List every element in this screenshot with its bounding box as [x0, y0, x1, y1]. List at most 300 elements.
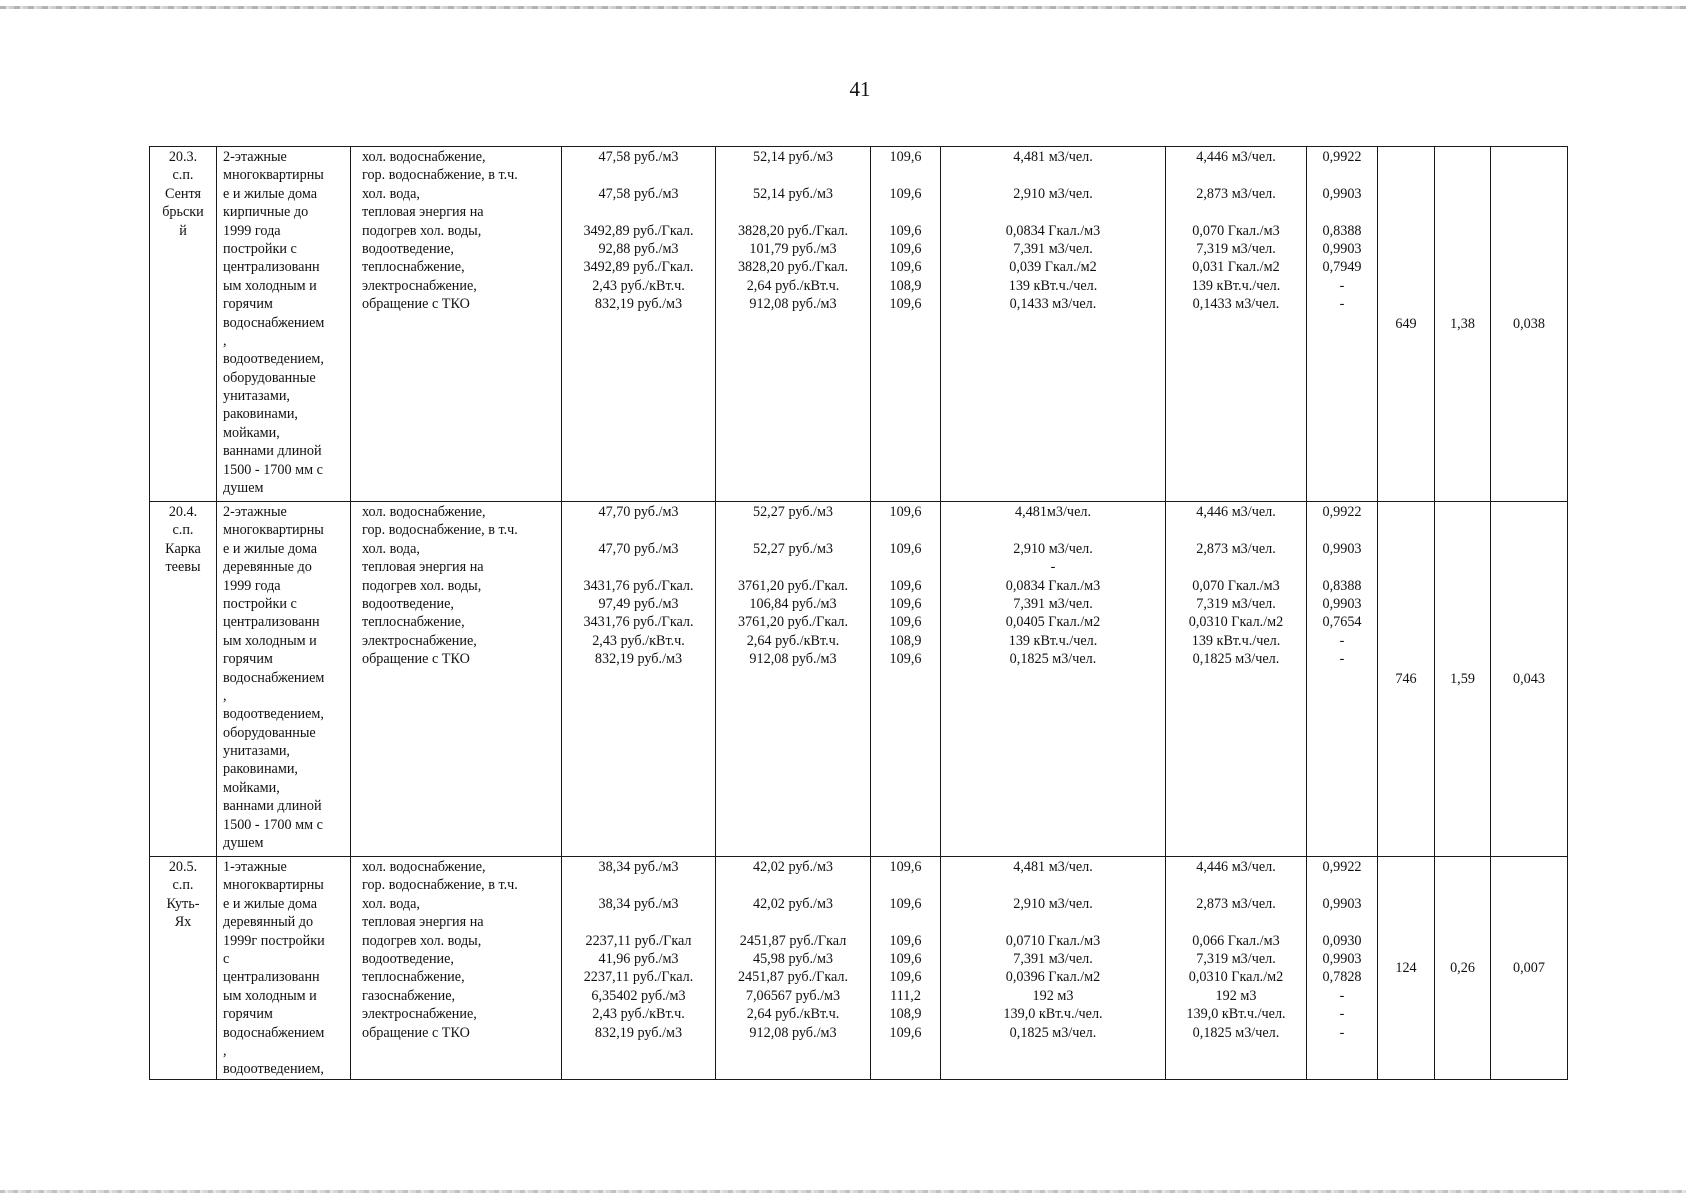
tariff-old-cell — [562, 147, 716, 502]
cell-line: 109,6 — [889, 504, 922, 520]
cell-line: 139 кВт.ч./чел. — [1191, 277, 1281, 294]
cell-line: 2-этажные — [223, 504, 287, 520]
cell-line: ым холодным и — [223, 632, 317, 649]
cell-line: 4,446 м3/чел. — [1196, 149, 1276, 165]
cell-line: раковинами, — [223, 406, 298, 423]
cell-line — [874, 913, 937, 931]
cell-line — [565, 558, 712, 576]
cell-line: водоснабжением — [223, 1024, 325, 1041]
cell-line — [565, 166, 712, 184]
cell-line: электроснабжение, — [362, 632, 477, 649]
cell-line: 4,446 м3/чел. — [1196, 504, 1276, 520]
cell-line: е и жилые дома — [223, 895, 318, 912]
cell-line: 139 кВт.ч./чел. — [1191, 632, 1281, 649]
cell-line: 0,0310 Гкал./м2 — [1188, 969, 1284, 986]
cell-line — [719, 558, 867, 576]
code-cell — [150, 502, 217, 857]
cell-line: 7,06567 руб./м3 — [745, 987, 841, 1004]
cell-line: 192 м3 — [1032, 987, 1074, 1004]
cell-line: 38,34 руб./м3 — [598, 895, 679, 912]
cell-line: - — [1339, 277, 1345, 294]
cell-line: 0,9903 — [1322, 240, 1362, 257]
services-cell — [351, 147, 562, 502]
cell-line: с.п. — [172, 877, 194, 894]
cell-line: 52,27 руб./м3 — [752, 504, 834, 520]
cell-line: 47,70 руб./м3 — [598, 504, 679, 520]
cell-line: - — [1050, 559, 1056, 576]
cell-line — [1310, 203, 1374, 221]
cell-line: обращение с ТКО — [362, 296, 470, 313]
cell-line: 0,0834 Гкал./м3 — [1005, 222, 1101, 239]
cell-line: тепловая энергия на — [362, 559, 484, 576]
cell-line: 2,64 руб./кВт.ч. — [746, 1006, 840, 1023]
table-row — [150, 147, 1568, 502]
cell-line: 6,35402 руб./м3 — [591, 987, 686, 1004]
cell-line: 109,6 — [889, 185, 922, 202]
cell-line: горячим — [223, 1006, 273, 1023]
cell-line: 47,58 руб./м3 — [598, 185, 679, 202]
cell-line: 42,02 руб./м3 — [752, 859, 834, 875]
cell-line: подогрев хол. воды, — [362, 932, 482, 949]
cell-line: 3761,20 руб./Гкал. — [737, 614, 849, 631]
cell-line: 0,070 Гкал./м3 — [1192, 222, 1280, 239]
cell-line: электроснабжение, — [362, 277, 477, 294]
cell-line: 2,64 руб./кВт.ч. — [746, 277, 840, 294]
value-c-cell: 0,043 — [1491, 502, 1568, 857]
cell-line: горячим — [223, 651, 273, 668]
cell-line: 832,19 руб./м3 — [594, 296, 683, 313]
cell-line: 0,9922 — [1322, 149, 1362, 165]
cell-line: 0,1825 м3/чел. — [1009, 651, 1097, 668]
cell-line: централизованн — [223, 969, 320, 986]
cell-line: многоквартирны — [223, 167, 324, 184]
cell-line: 109,6 — [889, 1024, 922, 1041]
cell-line: 3492,89 руб./Гкал. — [583, 222, 694, 239]
cell-line — [565, 876, 712, 894]
cell-line — [1310, 876, 1374, 894]
cell-line — [1310, 521, 1374, 539]
cell-line: 2,873 м3/чел. — [1196, 895, 1276, 912]
cell-line — [874, 166, 937, 184]
cell-line: 7,319 м3/чел. — [1196, 950, 1276, 967]
cell-line: 108,9 — [889, 1006, 922, 1023]
cell-line: хол. вода, — [362, 185, 420, 202]
cell-line: с — [223, 950, 230, 967]
cell-line: раковинами, — [223, 761, 298, 778]
cell-line: 45,98 руб./м3 — [752, 950, 834, 967]
cell-line: 0,8388 — [1322, 222, 1362, 239]
cell-line — [874, 876, 937, 894]
cell-line: - — [1339, 1006, 1345, 1023]
cell-line: 0,1433 м3/чел. — [1192, 296, 1280, 313]
cell-line: 52,14 руб./м3 — [752, 185, 834, 202]
cell-line: оборудованные — [223, 724, 316, 741]
cell-line — [944, 521, 1162, 539]
cell-line: 1999 года — [223, 222, 281, 239]
value-a-cell: 746 — [1378, 502, 1435, 857]
cell-line: 109,6 — [889, 595, 922, 612]
cell-line: обращение с ТКО — [362, 1024, 470, 1041]
cell-line: - — [1339, 987, 1345, 1004]
services-cell — [351, 857, 562, 1080]
cell-line: 108,9 — [889, 277, 922, 294]
norm-old-cell — [941, 857, 1166, 1080]
cell-line: - — [1339, 632, 1345, 649]
index-cell — [871, 502, 941, 857]
cell-line: 0,1825 м3/чел. — [1192, 1024, 1280, 1041]
cell-line: 41,96 руб./м3 — [598, 950, 679, 967]
cell-line: 109,6 — [889, 895, 922, 912]
cell-line: 2451,87 руб./Гкал — [739, 932, 847, 949]
value-b-cell: 0,26 — [1435, 857, 1491, 1080]
tariff-new-cell — [716, 502, 871, 857]
cell-line: с.п. — [172, 167, 194, 184]
cell-line: 4,481 м3/чел. — [1013, 859, 1093, 875]
cell-line: 2-этажные — [223, 149, 287, 165]
cell-line: , — [223, 332, 227, 349]
cell-line: 7,391 м3/чел. — [1013, 240, 1093, 257]
ratio-cell — [1307, 857, 1378, 1080]
cell-line: 20.4. — [168, 504, 198, 520]
cell-line: унитазами, — [223, 743, 290, 760]
cell-line: - — [1339, 1024, 1345, 1041]
cell-line — [1310, 558, 1374, 576]
cell-line — [565, 203, 712, 221]
cell-line: Ях — [174, 914, 192, 931]
cell-line: , — [223, 1042, 227, 1059]
cell-line: 38,34 руб./м3 — [598, 859, 679, 875]
cell-line: 0,9903 — [1322, 595, 1362, 612]
norm-old-cell — [941, 147, 1166, 502]
cell-line: 912,08 руб./м3 — [749, 651, 837, 668]
cell-line: ым холодным и — [223, 987, 317, 1004]
cell-line: 912,08 руб./м3 — [749, 1024, 837, 1041]
code-cell — [150, 857, 217, 1080]
cell-line: 0,066 Гкал./м3 — [1192, 932, 1280, 949]
page-number: 41 — [849, 77, 871, 101]
cell-line: Куть- — [166, 895, 200, 912]
cell-line — [1310, 166, 1374, 184]
cell-line: , — [223, 687, 227, 704]
cell-line: 192 м3 — [1215, 987, 1257, 1004]
cell-line: 109,6 — [889, 540, 922, 557]
norm-old-cell — [941, 502, 1166, 857]
cell-line: Карка — [165, 540, 201, 557]
cell-line: 912,08 руб./м3 — [749, 296, 837, 313]
cell-line: 4,481 м3/чел. — [1013, 149, 1093, 165]
cell-line — [1310, 913, 1374, 931]
cell-line: 832,19 руб./м3 — [594, 651, 683, 668]
value-b-cell: 1,59 — [1435, 502, 1491, 857]
cell-line: 1999г постройки — [223, 932, 325, 949]
cell-line: с.п. — [172, 522, 194, 539]
cell-line: 0,0310 Гкал./м2 — [1188, 614, 1284, 631]
cell-line: 101,79 руб./м3 — [749, 240, 837, 257]
cell-line: 20.3. — [168, 149, 198, 165]
value-a-cell: 649 — [1378, 147, 1435, 502]
cell-line: 2,873 м3/чел. — [1196, 185, 1276, 202]
cell-line: 109,6 — [889, 240, 922, 257]
cell-line: многоквартирны — [223, 877, 324, 894]
cell-line: 0,0834 Гкал./м3 — [1005, 577, 1101, 594]
cell-line: 109,6 — [889, 149, 922, 165]
cell-line: 0,7654 — [1322, 614, 1362, 631]
cell-line: 0,9903 — [1322, 895, 1362, 912]
cell-line: подогрев хол. воды, — [362, 222, 482, 239]
cell-line — [874, 203, 937, 221]
cell-line: 139,0 кВт.ч./чел. — [1003, 1006, 1103, 1023]
cell-line: - — [1339, 651, 1345, 668]
cell-line: 106,84 руб./м3 — [749, 595, 837, 612]
cell-line: гор. водоснабжение, в т.ч. — [362, 877, 518, 894]
cell-line: 7,391 м3/чел. — [1013, 950, 1093, 967]
cell-line: 3761,20 руб./Гкал. — [737, 577, 849, 594]
cell-line: ваннами длиной — [223, 798, 322, 815]
value-a-cell: 124 — [1378, 857, 1435, 1080]
cell-line: 1999 года — [223, 577, 281, 594]
cell-line — [719, 521, 867, 539]
cell-line: 0,0710 Гкал./м3 — [1005, 932, 1101, 949]
cell-line: централизованн — [223, 614, 320, 631]
cell-line — [719, 166, 867, 184]
cell-line: 0,1825 м3/чел. — [1192, 651, 1280, 668]
cell-line — [1169, 203, 1303, 221]
cell-line: теевы — [165, 559, 201, 576]
cell-line — [874, 558, 937, 576]
cell-line: хол. водоснабжение, — [362, 504, 486, 520]
cell-line: 0,039 Гкал./м2 — [1009, 259, 1097, 276]
cell-line: 7,319 м3/чел. — [1196, 595, 1276, 612]
cell-line: 47,70 руб./м3 — [598, 540, 679, 557]
cell-line: 2451,87 руб./Гкал. — [737, 969, 849, 986]
description-cell — [217, 147, 351, 502]
cell-line: - — [1339, 296, 1345, 313]
cell-line: 0,7828 — [1322, 969, 1362, 986]
cell-line — [944, 876, 1162, 894]
cell-line: 42,02 руб./м3 — [752, 895, 834, 912]
cell-line — [1169, 521, 1303, 539]
cell-line: ым холодным и — [223, 277, 317, 294]
code-cell — [150, 147, 217, 502]
cell-line: гор. водоснабжение, в т.ч. — [362, 522, 518, 539]
cell-line: 52,27 руб./м3 — [752, 540, 834, 557]
cell-line: 2,910 м3/чел. — [1013, 540, 1093, 557]
cell-line — [944, 203, 1162, 221]
cell-line: хол. водоснабжение, — [362, 149, 486, 165]
cell-line: гор. водоснабжение, в т.ч. — [362, 167, 518, 184]
table-row — [150, 857, 1568, 1080]
cell-line: 2,43 руб./кВт.ч. — [592, 632, 685, 649]
cell-line: централизованн — [223, 259, 320, 276]
scan-edge-bottom — [0, 1190, 1686, 1193]
cell-line — [944, 913, 1162, 931]
cell-line: 109,6 — [889, 614, 922, 631]
cell-line: 109,6 — [889, 296, 922, 313]
cell-line: электроснабжение, — [362, 1006, 477, 1023]
cell-line: 0,0930 — [1322, 932, 1362, 949]
cell-line: 0,070 Гкал./м3 — [1192, 577, 1280, 594]
cell-line: 109,6 — [889, 950, 922, 967]
cell-line: 4,446 м3/чел. — [1196, 859, 1276, 875]
cell-line: й — [179, 222, 187, 239]
cell-line: обращение с ТКО — [362, 651, 470, 668]
cell-line: 0,9922 — [1322, 859, 1362, 875]
cell-line: 20.5. — [168, 859, 198, 875]
tariff-table — [149, 146, 1568, 1080]
cell-line: теплоснабжение, — [362, 969, 465, 986]
value-b-cell: 1,38 — [1435, 147, 1491, 502]
cell-line: 0,0396 Гкал./м2 — [1005, 969, 1101, 986]
cell-line: 0,9903 — [1322, 950, 1362, 967]
norm-new-cell — [1166, 857, 1307, 1080]
cell-line: душем — [223, 480, 264, 497]
cell-line: 7,391 м3/чел. — [1013, 595, 1093, 612]
cell-line: 0,9903 — [1322, 540, 1362, 557]
cell-line: 1-этажные — [223, 859, 287, 875]
cell-line: теплоснабжение, — [362, 614, 465, 631]
cell-line: тепловая энергия на — [362, 914, 484, 931]
cell-line — [1169, 558, 1303, 576]
cell-line: хол. водоснабжение, — [362, 859, 486, 875]
cell-line: 3828,20 руб./Гкал. — [737, 259, 849, 276]
cell-line: 2237,11 руб./Гкал — [585, 932, 692, 949]
cell-line: унитазами, — [223, 388, 290, 405]
cell-line: 0,0405 Гкал./м2 — [1005, 614, 1101, 631]
cell-line: Сентя — [164, 185, 202, 202]
value-c-cell: 0,038 — [1491, 147, 1568, 502]
cell-line: водоотведением, — [223, 706, 324, 723]
ratio-cell — [1307, 147, 1378, 502]
cell-line: мойками, — [223, 779, 280, 796]
cell-line: водоснабжением — [223, 669, 325, 686]
cell-line: водоснабжением — [223, 314, 325, 331]
cell-line — [719, 203, 867, 221]
services-cell — [351, 502, 562, 857]
cell-line: оборудованные — [223, 369, 316, 386]
cell-line: кирпичные до — [223, 204, 309, 221]
cell-line: е и жилые дома — [223, 540, 318, 557]
cell-line — [1169, 913, 1303, 931]
cell-line: 109,6 — [889, 969, 922, 986]
cell-line: 0,1433 м3/чел. — [1009, 296, 1097, 313]
value-c-cell: 0,007 — [1491, 857, 1568, 1080]
cell-line: 0,7949 — [1322, 259, 1362, 276]
cell-line — [1169, 876, 1303, 894]
tariff-old-cell — [562, 857, 716, 1080]
cell-line: 109,6 — [889, 222, 922, 239]
cell-line: 1500 - 1700 мм с — [223, 816, 323, 833]
cell-line: 108,9 — [889, 632, 922, 649]
cell-line: газоснабжение, — [362, 987, 456, 1004]
cell-line: 0,9903 — [1322, 185, 1362, 202]
cell-line: водоотведение, — [362, 950, 454, 967]
cell-line: ваннами длиной — [223, 443, 322, 460]
cell-line: водоотведением, — [223, 1061, 324, 1078]
cell-line: 2,43 руб./кВт.ч. — [592, 1006, 685, 1023]
cell-line: водоотведение, — [362, 595, 454, 612]
index-cell — [871, 857, 941, 1080]
cell-line: 2,873 м3/чел. — [1196, 540, 1276, 557]
tariff-table-body — [150, 147, 1568, 1080]
tariff-old-cell — [562, 502, 716, 857]
cell-line — [719, 876, 867, 894]
cell-line — [944, 166, 1162, 184]
norm-new-cell — [1166, 147, 1307, 502]
cell-line: 0,1825 м3/чел. — [1009, 1024, 1097, 1041]
cell-line: 139,0 кВт.ч./чел. — [1186, 1006, 1286, 1023]
cell-line: 111,2 — [890, 987, 921, 1004]
description-cell — [217, 857, 351, 1080]
cell-line: мойками, — [223, 424, 280, 441]
cell-line: 3828,20 руб./Гкал. — [737, 222, 849, 239]
description-cell — [217, 502, 351, 857]
cell-line: 0,031 Гкал./м2 — [1192, 259, 1280, 276]
cell-line: подогрев хол. воды, — [362, 577, 482, 594]
cell-line: водоотведение, — [362, 240, 454, 257]
cell-line: 109,6 — [889, 859, 922, 875]
cell-line: 139 кВт.ч./чел. — [1008, 277, 1098, 294]
cell-line: тепловая энергия на — [362, 204, 484, 221]
cell-line — [1169, 166, 1303, 184]
cell-line — [719, 913, 867, 931]
cell-line: 109,6 — [889, 259, 922, 276]
cell-line: 2,43 руб./кВт.ч. — [592, 277, 685, 294]
cell-line: 109,6 — [889, 577, 922, 594]
norm-new-cell — [1166, 502, 1307, 857]
cell-line — [565, 521, 712, 539]
cell-line: хол. вода, — [362, 895, 420, 912]
cell-line: 109,6 — [889, 932, 922, 949]
cell-line: 0,8388 — [1322, 577, 1362, 594]
cell-line: теплоснабжение, — [362, 259, 465, 276]
cell-line: 1500 - 1700 мм с — [223, 461, 323, 478]
ratio-cell — [1307, 502, 1378, 857]
cell-line: 2237,11 руб./Гкал. — [583, 969, 694, 986]
cell-line: постройки с — [223, 240, 297, 257]
cell-line — [874, 521, 937, 539]
cell-line: 2,910 м3/чел. — [1013, 895, 1093, 912]
cell-line: деревянные до — [223, 559, 312, 576]
cell-line: 3431,76 руб./Гкал. — [583, 614, 694, 631]
cell-line: 0,9922 — [1322, 504, 1362, 520]
scan-edge-top — [0, 6, 1686, 9]
cell-line: 2,910 м3/чел. — [1013, 185, 1093, 202]
cell-line: 92,88 руб./м3 — [598, 240, 679, 257]
cell-line: душем — [223, 835, 264, 852]
table-row — [150, 502, 1568, 857]
cell-line: 3431,76 руб./Гкал. — [583, 577, 694, 594]
cell-line: брьски — [162, 204, 204, 221]
cell-line: водоотведением, — [223, 351, 324, 368]
cell-line: 7,319 м3/чел. — [1196, 240, 1276, 257]
tariff-new-cell — [716, 857, 871, 1080]
cell-line: 109,6 — [889, 651, 922, 668]
cell-line — [565, 913, 712, 931]
cell-line: хол. вода, — [362, 540, 420, 557]
cell-line: 832,19 руб./м3 — [594, 1024, 683, 1041]
cell-line: постройки с — [223, 595, 297, 612]
cell-line: 47,58 руб./м3 — [598, 149, 679, 165]
cell-line: е и жилые дома — [223, 185, 318, 202]
cell-line: 3492,89 руб./Гкал. — [583, 259, 694, 276]
cell-line: многоквартирны — [223, 522, 324, 539]
cell-line: 52,14 руб./м3 — [752, 149, 834, 165]
cell-line: 2,64 руб./кВт.ч. — [746, 632, 840, 649]
index-cell — [871, 147, 941, 502]
tariff-new-cell — [716, 147, 871, 502]
cell-line: горячим — [223, 296, 273, 313]
cell-line: 97,49 руб./м3 — [598, 595, 679, 612]
